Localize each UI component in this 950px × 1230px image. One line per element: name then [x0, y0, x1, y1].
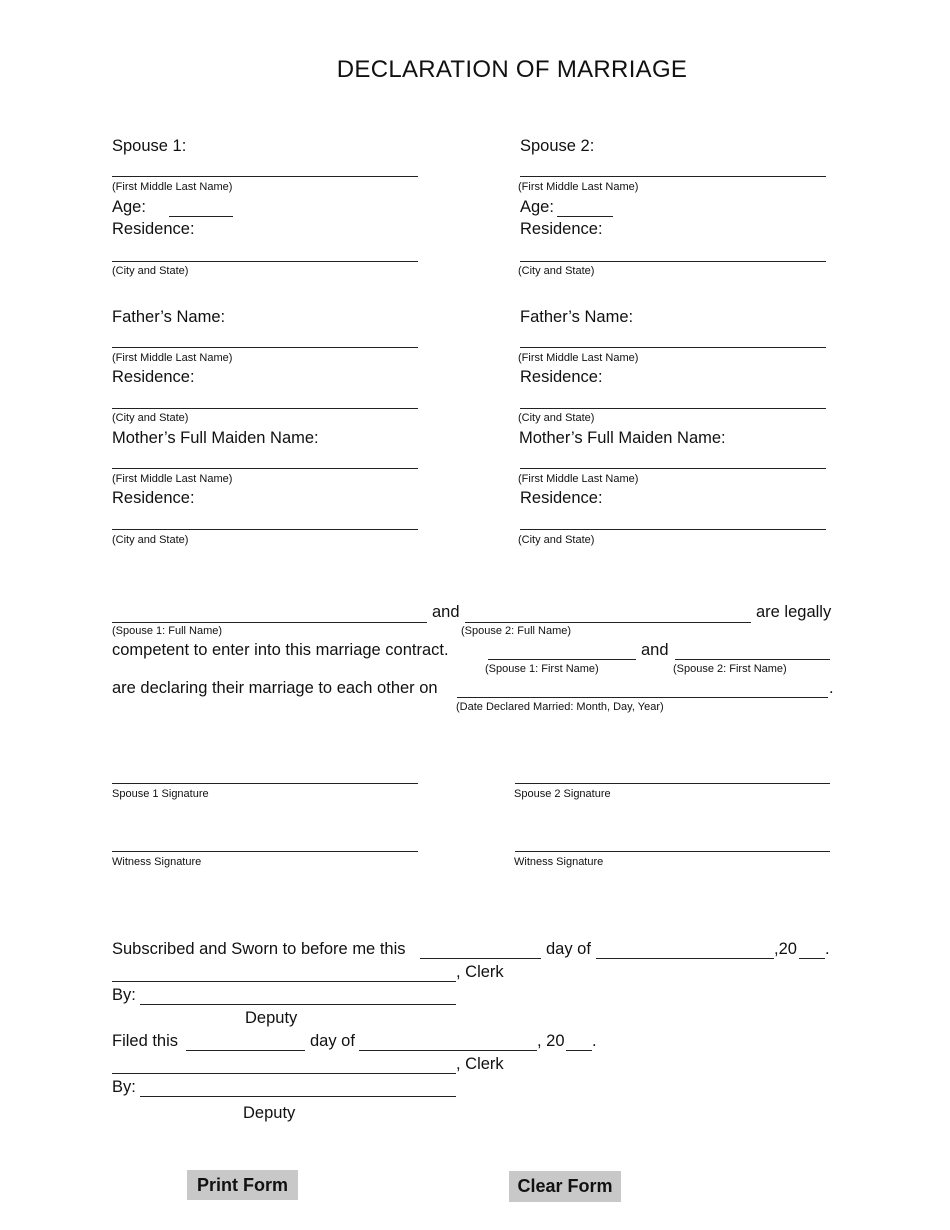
sworn-subscribed-text: Subscribed and Sworn to before me this — [112, 940, 406, 958]
sworn-month-field[interactable] — [596, 958, 774, 959]
spouse2-father-residence-label: Residence: — [520, 368, 603, 386]
clear-form-button[interactable]: Clear Form — [509, 1171, 621, 1202]
spouse2-full-name-field[interactable] — [465, 622, 751, 623]
spouse2-mother-residence-label: Residence: — [520, 489, 603, 507]
witness2-signature-field[interactable] — [515, 851, 830, 852]
spouse2-heading: Spouse 2: — [520, 137, 595, 155]
spouse1-residence-caption: (City and State) — [112, 265, 189, 277]
spouse2-signature-caption: Spouse 2 Signature — [514, 788, 611, 800]
filed-period: . — [592, 1032, 597, 1050]
witness1-signature-caption: Witness Signature — [112, 856, 202, 868]
filed-deputy-label: Deputy — [243, 1104, 296, 1122]
spouse2-age-label: Age: — [520, 198, 554, 216]
spouse2-father-label: Father’s Name: — [520, 308, 634, 326]
spouse2-mother-name-field[interactable] — [520, 468, 826, 469]
print-form-button[interactable]: Print Form — [187, 1170, 298, 1200]
spouse1-mother-residence-caption: (City and State) — [112, 534, 189, 546]
witness2-signature-caption: Witness Signature — [514, 856, 604, 868]
spouse2-signature-field[interactable] — [515, 783, 830, 784]
spouse2-name-caption: (First Middle Last Name) — [518, 181, 639, 193]
spouse2-age-field[interactable] — [557, 216, 613, 217]
spouse1-full-name-field[interactable] — [112, 622, 427, 623]
filed-by-label: By: — [112, 1078, 136, 1096]
filed-clerk-label: , Clerk — [456, 1055, 504, 1073]
sworn-deputy-label: Deputy — [245, 1009, 298, 1027]
spouse1-heading: Spouse 1: — [112, 137, 187, 155]
spouse1-signature-field[interactable] — [112, 783, 418, 784]
spouse2-mother-label: Mother’s Full Maiden Name: — [519, 429, 726, 447]
spouse1-mother-residence-field[interactable] — [112, 529, 418, 530]
spouse1-first-name-caption: (Spouse 1: First Name) — [485, 663, 599, 675]
filed-this-text: Filed this — [112, 1032, 179, 1050]
sworn-day-of-text: day of — [546, 940, 591, 958]
spouse1-father-residence-label: Residence: — [112, 368, 195, 386]
sworn-day-field[interactable] — [420, 958, 541, 959]
filed-year-field[interactable] — [566, 1050, 592, 1051]
sworn-by-label: By: — [112, 986, 136, 1004]
filed-year-prefix: , 20 — [537, 1032, 565, 1050]
declaration-declaring: are declaring their marriage to each other on — [112, 679, 438, 697]
spouse2-mother-residence-caption: (City and State) — [518, 534, 595, 546]
declaration-and-2: and — [641, 641, 669, 659]
spouse1-name-field[interactable] — [112, 176, 418, 177]
filed-clerk-field[interactable] — [112, 1073, 456, 1074]
witness1-signature-field[interactable] — [112, 851, 418, 852]
sworn-clerk-label: , Clerk — [456, 963, 504, 981]
spouse1-residence-field[interactable] — [112, 261, 418, 262]
sworn-period: . — [825, 940, 830, 958]
spouse2-father-name-field[interactable] — [520, 347, 826, 348]
spouse1-age-label: Age: — [112, 198, 146, 216]
spouse1-mother-label: Mother’s Full Maiden Name: — [112, 429, 319, 447]
spouse1-father-residence-field[interactable] — [112, 408, 418, 409]
spouse2-first-name-caption: (Spouse 2: First Name) — [673, 663, 787, 675]
filed-day-of-text: day of — [310, 1032, 355, 1050]
spouse2-residence-label: Residence: — [520, 220, 603, 238]
spouse2-mother-name-caption: (First Middle Last Name) — [518, 473, 639, 485]
spouse2-father-residence-field[interactable] — [520, 408, 826, 409]
spouse1-father-name-caption: (First Middle Last Name) — [112, 352, 233, 364]
page-title: DECLARATION OF MARRIAGE — [336, 56, 688, 83]
spouse2-first-name-field[interactable] — [675, 659, 830, 660]
spouse2-residence-caption: (City and State) — [518, 265, 595, 277]
spouse1-name-caption: (First Middle Last Name) — [112, 181, 233, 193]
spouse2-mother-residence-field[interactable] — [520, 529, 826, 530]
filed-deputy-field[interactable] — [140, 1096, 456, 1097]
spouse1-father-name-field[interactable] — [112, 347, 418, 348]
sworn-clerk-field[interactable] — [112, 981, 456, 982]
spouse2-name-field[interactable] — [520, 176, 826, 177]
spouse1-residence-label: Residence: — [112, 220, 195, 238]
spouse1-mother-residence-label: Residence: — [112, 489, 195, 507]
declaration-period: . — [829, 679, 834, 697]
declared-married-date-field[interactable] — [457, 697, 828, 698]
spouse1-age-field[interactable] — [169, 216, 233, 217]
spouse1-mother-name-field[interactable] — [112, 468, 418, 469]
sworn-deputy-field[interactable] — [140, 1004, 456, 1005]
spouse1-first-name-field[interactable] — [488, 659, 636, 660]
filed-month-field[interactable] — [359, 1050, 537, 1051]
spouse1-father-residence-caption: (City and State) — [112, 412, 189, 424]
spouse2-father-residence-caption: (City and State) — [518, 412, 595, 424]
spouse1-mother-name-caption: (First Middle Last Name) — [112, 473, 233, 485]
sworn-year-prefix: ,20 — [774, 940, 797, 958]
sworn-year-field[interactable] — [799, 958, 825, 959]
declaration-and-1: and — [432, 603, 460, 621]
filed-day-field[interactable] — [186, 1050, 305, 1051]
spouse2-father-name-caption: (First Middle Last Name) — [518, 352, 639, 364]
spouse1-signature-caption: Spouse 1 Signature — [112, 788, 209, 800]
spouse2-full-name-caption: (Spouse 2: Full Name) — [461, 625, 572, 637]
declaration-competent: competent to enter into this marriage contract. — [112, 641, 449, 659]
declaration-are-legally: are legally — [756, 603, 832, 621]
spouse2-residence-field[interactable] — [520, 261, 826, 262]
spouse1-father-label: Father’s Name: — [112, 308, 226, 326]
declared-married-date-caption: (Date Declared Married: Month, Day, Year) — [456, 701, 664, 713]
spouse1-full-name-caption: (Spouse 1: Full Name) — [112, 625, 223, 637]
